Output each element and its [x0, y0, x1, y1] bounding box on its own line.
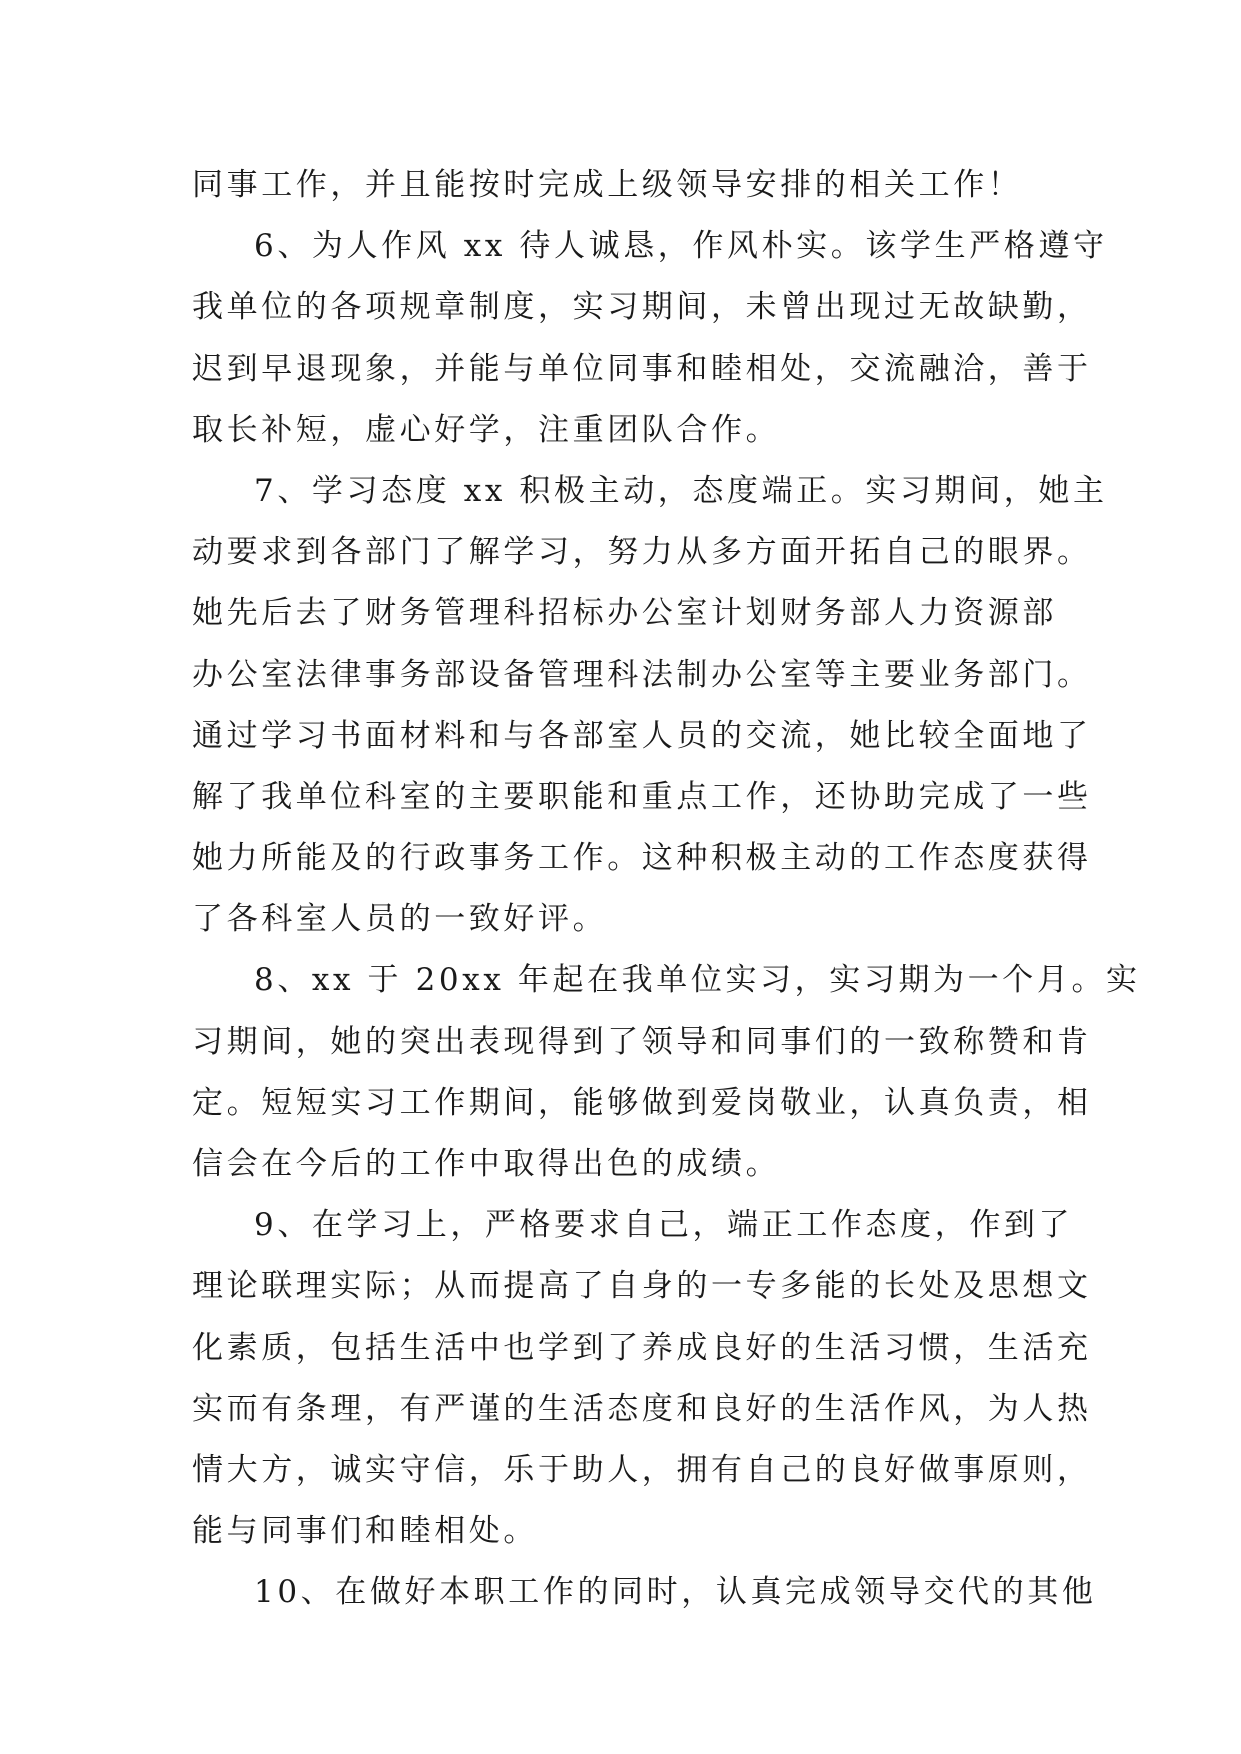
text-line: 她先后去了财务管理科招标办公室计划财务部人力资源部: [192, 595, 1057, 632]
text-line: 习期间，她的突出表现得到了领导和同事们的一致称赞和肯: [192, 1023, 1092, 1060]
text-line: 理论联理实际；从而提高了自身的一专多能的长处及思想文: [192, 1268, 1092, 1305]
text-line: 迟到早退现象，并能与单位同事和睦相处，交流融洽，善于: [192, 350, 1092, 387]
text-line: 情大方，诚实守信，乐于助人，拥有自己的良好做事原则，: [192, 1451, 1092, 1488]
text-line: 取长补短，虚心好学，注重团队合作。: [192, 411, 781, 448]
text-line: 解了我单位科室的主要职能和重点工作，还协助完成了一些: [192, 778, 1092, 815]
text-line: 通过学习书面材料和与各部室人员的交流，她比较全面地了: [192, 717, 1092, 754]
text-line: 定。短短实习工作期间，能够做到爱岗敬业，认真负责，相: [192, 1084, 1092, 1121]
text-line: 10、在做好本职工作的同时，认真完成领导交代的其他: [254, 1574, 1097, 1611]
text-line: 实而有条理，有严谨的生活态度和良好的生活作风，为人热: [192, 1390, 1092, 1427]
text-line: 我单位的各项规章制度，实习期间，未曾出现过无故缺勤，: [192, 289, 1092, 326]
text-line: 她力所能及的行政事务工作。这种积极主动的工作态度获得: [192, 840, 1092, 877]
text-line: 9、在学习上，严格要求自己，端正工作态度，作到了: [254, 1207, 1074, 1244]
text-line: 化素质，包括生活中也学到了养成良好的生活习惯，生活充: [192, 1329, 1092, 1366]
text-line: 6、为人作风 xx 待人诚恳，作风朴实。该学生严格遵守: [254, 228, 1108, 265]
text-line: 信会在今后的工作中取得出色的成绩。: [192, 1146, 781, 1182]
text-line: 7、学习态度 xx 积极主动，态度端正。实习期间，她主: [254, 472, 1108, 509]
document-body: [192, 155, 1141, 1624]
text-line: 了各科室人员的一致好评。: [192, 901, 608, 938]
text-line: 8、xx 于 20xx 年起在我单位实习，实习期为一个月。实: [254, 962, 1141, 999]
text-line: 动要求到各部门了解学习，努力从多方面开拓自己的眼界。: [192, 534, 1092, 571]
text-line: 能与同事们和睦相处。: [192, 1513, 538, 1550]
text-line: 办公室法律事务部设备管理科法制办公室等主要业务部门。: [192, 656, 1092, 693]
text-line: 同事工作，并且能按时完成上级领导安排的相关工作！: [192, 167, 1023, 203]
